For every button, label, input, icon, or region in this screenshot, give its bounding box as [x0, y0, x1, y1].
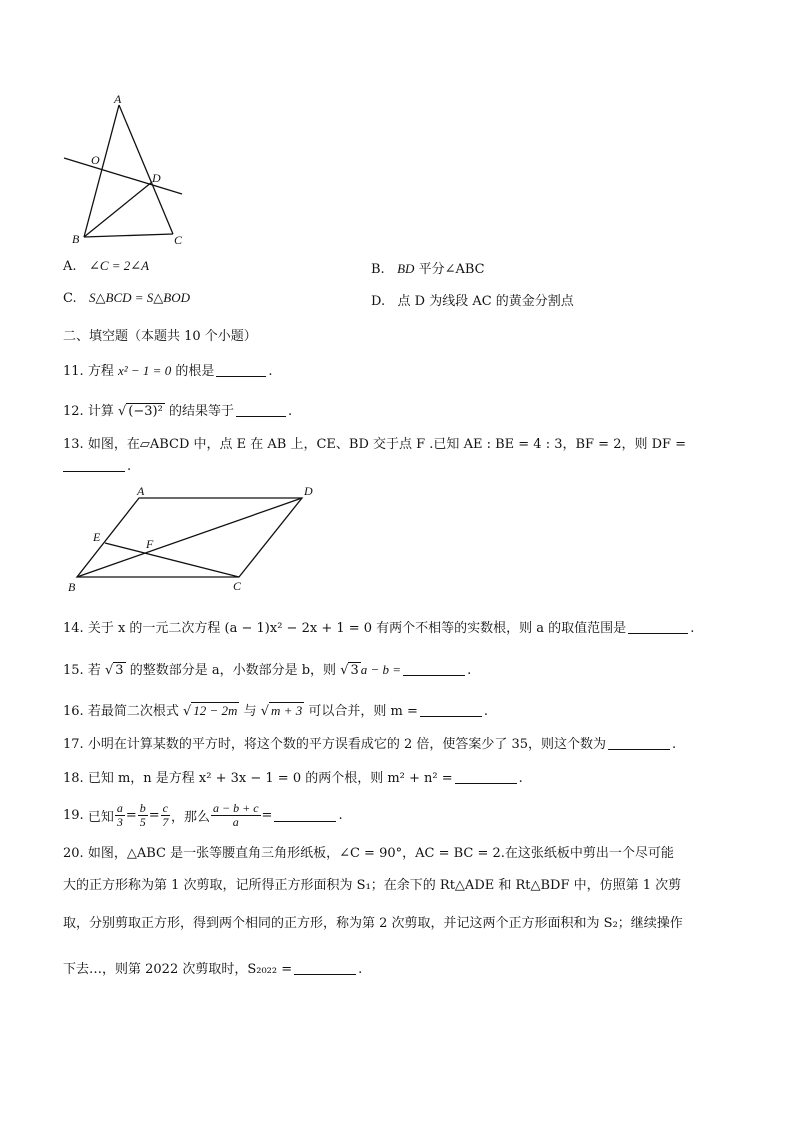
q16-radicand-2: m + 3	[271, 703, 303, 718]
q12-number: 12.	[63, 404, 84, 419]
question-12: 12. 计算 √ (−3)² 的结果等于 .	[63, 404, 293, 419]
answer-blank[interactable]	[63, 459, 125, 472]
option-c-label: C.	[63, 291, 77, 306]
label-a: A	[137, 484, 145, 498]
q15-radicand-2: 3	[350, 663, 359, 678]
option-a-label: A.	[63, 259, 77, 274]
q18-number: 18.	[63, 771, 84, 786]
q15-radicand: 3	[115, 663, 124, 678]
option-b	[371, 258, 485, 277]
option-b-pre: BD	[397, 261, 415, 276]
answer-blank[interactable]	[608, 737, 670, 750]
q19-mid: ，那么	[170, 809, 210, 825]
answer-blank[interactable]	[216, 364, 266, 377]
sqrt-expression: √ 3	[340, 663, 359, 678]
question-19: 19. 已知 $\frac{a}{3}$ = $\frac{b}{5}$ = $\frac{c}{7}$ ，那么 $\frac{a - b + c}{a}$ = .	[63, 800, 343, 829]
question-11: 11. 方程 x² − 1 = 0 的根是 .	[63, 363, 273, 379]
question-20-line-1	[63, 842, 674, 861]
q20-text-3: 取，分别剪取正方形，得到两个相同的正方形，称为第 2 次剪取，并记这两个正方形面积和为 S₂；继续操作	[63, 916, 683, 931]
q16-post: 可以合并，则 m =	[308, 704, 418, 719]
q20-text-1: 如图，△ABC 是一张等腰直角三角形纸板，∠C = 90°，AC = BC = 2.在这张纸板中剪出一个尽可能	[87, 846, 674, 861]
q19-post: =	[261, 807, 273, 823]
q12-post: 的结果等于	[168, 404, 234, 419]
option-b-label: B.	[371, 262, 385, 277]
answer-blank[interactable]	[294, 962, 356, 975]
q20-text-2: 大的正方形称为第 1 次剪取，记所得正方形面积为 S₁；在余下的 Rt△ADE 和 Rt△BDF 中，仿照第 1 次剪	[63, 878, 682, 893]
answer-blank[interactable]	[455, 771, 517, 784]
label-o: O	[91, 153, 100, 167]
option-a	[63, 258, 149, 274]
q14-number: 14.	[63, 621, 84, 636]
q18-text: 已知 m，n 是方程 x² + 3x − 1 = 0 的两个根，则 m² + n² =	[87, 771, 453, 786]
option-c-text: S△BCD = S△BOD	[89, 290, 191, 305]
label-d: D	[152, 171, 161, 185]
q13-number: 13.	[63, 437, 84, 452]
q11-post: 的根是	[175, 364, 215, 379]
sqrt-expression: √ 12 − 2m	[182, 703, 238, 719]
q15-mid: 的整数部分是 a，小数部分是 b，则	[129, 663, 337, 678]
q16-mid: 与	[243, 704, 257, 719]
q14-text: 关于 x 的一元二次方程 (a − 1)x² − 2x + 1 = 0 有两个不相等的实数根，则 a 的取值范围是	[87, 621, 627, 636]
q17-number: 17.	[63, 737, 84, 752]
q16-radicand: 12 − 2m	[193, 703, 238, 718]
answer-blank[interactable]	[403, 663, 465, 676]
section-title: 二、填空题（本题共 10 个小题）	[63, 329, 257, 344]
fraction-expression: $\frac{a - b + c}{a}$	[213, 800, 259, 829]
fraction-c-7: $\frac{c}{7}$	[162, 800, 169, 829]
q11-expr: x² − 1 = 0	[117, 363, 172, 378]
option-a-text: ∠C = 2∠A	[88, 258, 150, 273]
question-20-line-4: 下去…，则第 2022 次剪取时，S₂₀₂₂ = .	[63, 962, 363, 977]
sqrt-expression: √ 3	[104, 663, 124, 678]
fraction-a-3: $\frac{a}{3}$	[116, 800, 123, 829]
q13-text: 如图，在▱ABCD 中，点 E 在 AB 上，CE、BD 交于点 F .已知 AE : BE = 4 : 3，BF = 2，则 DF =	[87, 437, 687, 452]
label-d: D	[304, 484, 313, 498]
label-a: A	[114, 92, 122, 106]
question-15: 15. 若 √ 3 的整数部分是 a，小数部分是 b，则 √ 3 a − b = .	[63, 662, 472, 678]
label-b: B	[72, 232, 80, 246]
segment-ac	[119, 105, 173, 234]
question-20-line-3	[63, 912, 683, 931]
question-16: 16. 若最简二次根式 √ 12 − 2m 与 √ m + 3 可以合并，则 m = .	[63, 703, 488, 719]
question-18: 18. 已知 m，n 是方程 x² + 3x − 1 = 0 的两个根，则 m² + n² = .	[63, 771, 523, 786]
q19-number: 19.	[63, 807, 84, 823]
q12-radicand: (−3)²	[128, 404, 163, 419]
question-17: 17. 小明在计算某数的平方时，将这个数的平方误看成它的 2 倍，使答案少了 35，则这个数为 .	[63, 737, 677, 752]
q19-pre: 已知	[87, 809, 114, 825]
triangle-figure	[55, 88, 195, 250]
q20-text-4: 下去…，则第 2022 次剪取时，S₂₀₂₂ =	[63, 962, 293, 977]
answer-blank[interactable]	[274, 809, 336, 822]
answer-blank[interactable]	[628, 621, 688, 634]
option-d	[371, 290, 574, 309]
q15-post: a − b =	[360, 662, 402, 677]
question-14: 14. 关于 x 的一元二次方程 (a − 1)x² − 2x + 1 = 0 有两个不相等的实数根，则 a 的取值范围是 .	[63, 621, 695, 636]
parallelogram-figure	[60, 480, 325, 598]
q15-number: 15.	[63, 663, 84, 678]
q11-pre: 方程	[87, 364, 114, 379]
q15-pre: 若	[87, 663, 101, 678]
sqrt-expression: √ m + 3	[260, 703, 303, 719]
segment-bc	[84, 234, 173, 237]
q20-number: 20.	[63, 846, 84, 861]
segment-bd	[84, 182, 152, 237]
q12-pre: 计算	[87, 404, 114, 419]
question-13	[63, 433, 686, 452]
label-e: E	[93, 530, 101, 544]
q16-number: 16.	[63, 704, 84, 719]
line-od	[64, 158, 182, 194]
segment-ab	[84, 105, 119, 237]
option-d-text: 点 D 为线段 AC 的黄金分割点	[397, 294, 574, 309]
q17-text: 小明在计算某数的平方时，将这个数的平方误看成它的 2 倍，使答案少了 35，则这个数为	[87, 737, 607, 752]
fraction-b-5: $\frac{b}{5}$	[139, 800, 146, 829]
label-c: C	[174, 233, 183, 247]
option-c	[63, 290, 190, 306]
q11-number: 11.	[63, 364, 84, 379]
question-20-line-2	[63, 874, 681, 893]
segment-bd	[77, 498, 302, 577]
answer-blank[interactable]	[236, 404, 286, 417]
q13-blank-line: .	[63, 459, 131, 474]
label-b: B	[68, 580, 76, 594]
option-d-label: D.	[371, 294, 386, 309]
q16-pre: 若最简二次根式	[87, 704, 179, 719]
sqrt-expression: √ (−3)²	[117, 404, 163, 419]
option-b-text: 平分∠ABC	[418, 262, 485, 277]
label-c: C	[233, 579, 242, 593]
answer-blank[interactable]	[420, 704, 482, 717]
label-f: F	[146, 537, 154, 551]
